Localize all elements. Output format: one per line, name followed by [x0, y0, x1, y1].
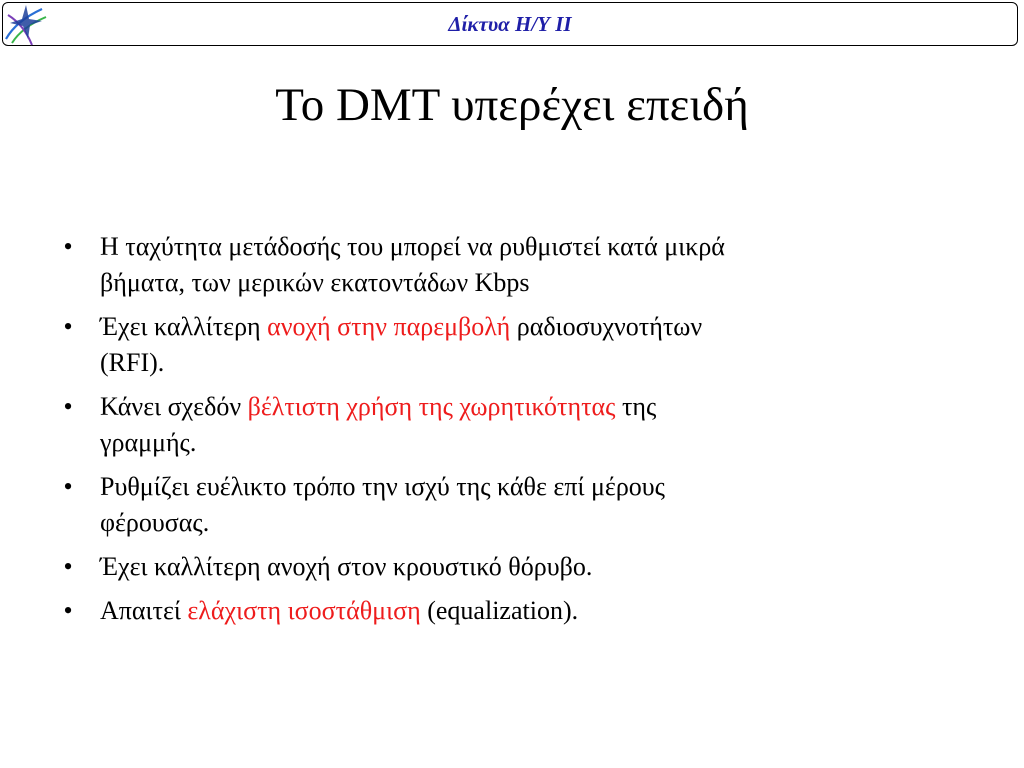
bullet-text: ραδιοσυχνοτήτων [510, 312, 703, 341]
bullet-text: Η ταχύτητα μετάδοσής του μπορεί να ρυθμιστεί κατά μικρά [100, 232, 725, 261]
bullet-item [58, 229, 958, 301]
bullet-item [58, 389, 958, 461]
bullet-list [58, 229, 958, 637]
bullet-dot-icon: • [63, 312, 73, 341]
bullet-text: Κάνει σχεδόν [100, 392, 248, 421]
bullet-dot-icon: • [63, 232, 73, 261]
bullet-text: φέρουσας. [100, 508, 210, 537]
highlight-text: ανοχή στην παρεμβολή [267, 312, 511, 341]
bullet-dot-icon: • [63, 552, 73, 581]
bullet-text: γραμμής. [100, 428, 197, 457]
bullet-item [58, 593, 958, 629]
highlight-text: ελάχιστη ισοστάθμιση [187, 596, 421, 625]
highlight-text: βέλτιστη χρήση της χωρητικότητας [247, 392, 616, 421]
bullet-dot-icon: • [63, 472, 73, 501]
bullet-text: της [615, 392, 657, 421]
bullet-text: Ρυθμίζει ευέλικτο τρόπο την ισχύ της κάθε επί μέρους [100, 472, 665, 501]
header-title: Δίκτυα Η/Υ ΙΙ [448, 12, 572, 36]
bullet-text: βήματα, των μερικών εκατοντάδων Kbps [100, 268, 530, 297]
bullet-item [58, 549, 958, 585]
slide-title: Το DMT υπερέχει επειδή [275, 79, 749, 131]
bullet-dot-icon: • [63, 596, 73, 625]
bullet-item [58, 309, 958, 381]
star-swoosh-logo-icon [2, 1, 50, 49]
bullet-text: Απαιτεί [100, 596, 188, 625]
bullet-item [58, 469, 958, 541]
bullet-text: Έχει καλλίτερη [100, 312, 268, 341]
bullet-dot-icon: • [63, 392, 73, 421]
bullet-text: (equalization). [420, 596, 579, 625]
bullet-text: Έχει καλλίτερη ανοχή στον κρουστικό θόρυβο. [100, 552, 593, 581]
header-bar [2, 2, 1018, 46]
bullet-text: (RFI). [100, 348, 165, 377]
